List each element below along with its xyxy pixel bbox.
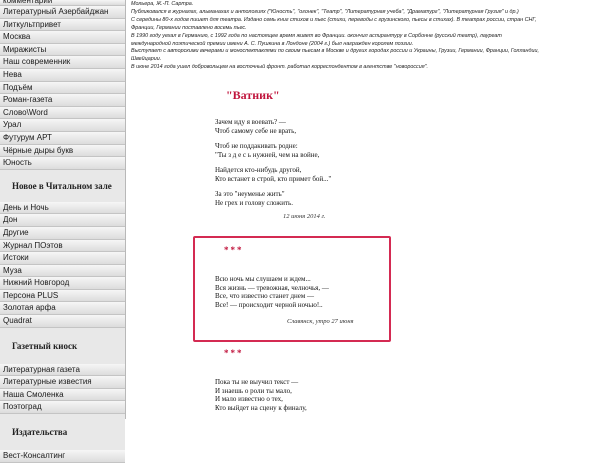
sidebar-item-futurum-art[interactable]: Футурум АРТ [0,132,125,145]
sidebar-item-muza[interactable]: Муза [0,265,125,278]
sidebar-item-lit-izvestiya[interactable]: Литературные известия [0,376,125,389]
sidebar-heading-gazetny-kiosk: Газетный киоск [0,328,125,364]
poem-line: Найдется кто-нибудь другой, [215,166,302,174]
sidebar-item-quadrat[interactable]: Quadrat [0,315,125,328]
poem-title: "Ватник" [226,88,280,102]
poem-line: И знаешь о роли ты мало, [215,386,292,395]
sidebar-item-litkultprivet[interactable]: Литкультпривет [0,19,125,32]
poem-date: 12 июня 2014 г. [283,213,326,220]
bio-line: С середины 80-х годов пишет для театра. Издано семь книг стихов и пьес (стихи, переводы с грузинского, пьесы в стихах). В театрах россии, стран СНГ, [131,16,537,23]
poem-line: Не грех и голову сложить. [215,198,293,207]
sidebar-item-zolotaya-arfa[interactable]: Золотая арфа [0,302,125,315]
bio-line: В июне 2014 года ушел добровольцем на восточный фронт. работал корреспондентом в агентстве "новороссия". [131,64,429,71]
poem-line: Кто выйдет на сцену к финалу, [215,403,307,412]
poem-vatnik-text [215,118,331,207]
bio-line: Выступает с авторскими вечерами и моноспектаклями по своим пьесам в Москве и других городах россии и Украины, Грузии, Германии, Франции, Голландии, [131,48,539,55]
bio-line: Швейцарии. [131,56,162,63]
sidebar-item-chernye-dyry[interactable]: Чёрные дыры букв [0,145,125,158]
poem-place: Славянск, утро 27 июня [287,318,354,325]
main-content [131,0,596,419]
bio-line: международной поэтической премии имени А. С. Пушкина в Лондоне (2004 г.) был награжден королем поэзии. [131,40,414,47]
poem-line: Пока ты не выучил текст — [215,378,299,386]
sidebar-item-istoki[interactable]: Истоки [0,252,125,265]
bio-line: Франции, Германии поставлено восемь пьес. [131,24,247,31]
sidebar-item-vest-konsalting[interactable]: Вест-Консалтинг [0,450,125,463]
sidebar-heading-chitalny-zal: Новое в Читальном зале [0,170,125,202]
bio-line: В 1990 году уехал в Германию, с 1992 года по настоящее время живет во Франции. окончил аспирантуру в Сорбонне (русский театр), лауреат [131,32,502,39]
poem-line: За это "неуменье жить" [215,190,285,198]
sidebar-item-lit-gazeta[interactable]: Литературная газета [0,364,125,377]
sidebar-heading-izdatelstva: Издательства [0,414,125,450]
sidebar-item-neva[interactable]: Нева [0,69,125,82]
sidebar-item-moskva[interactable]: Москва [0,31,125,44]
sidebar-item-don[interactable]: Дон [0,214,125,227]
sidebar-item-slovo-word[interactable]: Слово\Word [0,107,125,120]
poem-line: Чтоб самому себе не врать, [215,126,297,135]
poem-line: Зачем иду я воевать? — [215,118,286,126]
poem-line: Вся жизнь — тревожная, челночья, — [215,283,329,292]
poem-line: Кто встанет в строй, кто примет бой..." [215,174,332,183]
poem-line: Все! — происходит черной ночью!.. [215,300,323,309]
stars-divider: *** [224,245,244,255]
sidebar-item-nash-sovremennik[interactable]: Наш современник [0,56,125,69]
poem-line: Все, что известно станет днем — [215,292,315,300]
sidebar-item-kommentarii[interactable]: комментарии [0,0,125,6]
sidebar-item-nasha-smolenka[interactable]: Наша Смоленка [0,389,125,402]
sidebar-item-ural[interactable]: Урал [0,119,125,132]
sidebar-item-zhurnal-poetov[interactable]: Журнал ПОэтов [0,240,125,253]
author-bio [131,0,596,72]
sidebar-item-persona-plus[interactable]: Персона PLUS [0,290,125,303]
poem-line: И мало известно о тех, [215,395,283,403]
sidebar [0,0,126,461]
sidebar-item-yunost[interactable]: Юность [0,157,125,170]
sidebar-item-roman-gazeta[interactable]: Роман-газета [0,94,125,107]
sidebar-item-drugie[interactable]: Другие [0,227,125,240]
stars-divider: *** [224,348,244,358]
bio-line: Публиковался в журналах, альманахах и антологиях ("Юность", "огонек", "Театр", "Литературная учеба", "Драматург", "Литературная Грузия" и др.) [131,8,519,15]
bio-line: Мольера, Ж.-П. Сартра. [131,1,194,7]
sidebar-item-den-i-noch[interactable]: День и Ночь [0,202,125,215]
poem-text-text [215,378,307,412]
poem-night-text [215,275,329,309]
sidebar-item-mirazhisty[interactable]: Миражисты [0,44,125,57]
poem-line: Всю ночь мы слушаем и ждем... [215,275,311,283]
sidebar-item-podyom[interactable]: Подъём [0,82,125,95]
sidebar-item-lit-azerbaijan[interactable]: Литературный Азербайджан [0,6,125,19]
poem-line: Чтоб не поддакивать родне: [215,142,298,150]
sidebar-item-poetograd[interactable]: Поэтоград [0,401,125,414]
sidebar-item-nizhny-novgorod[interactable]: Нижний Новгород [0,277,125,290]
poem-line: "Ты з д е с ь нужней, чем на войне, [215,150,320,159]
